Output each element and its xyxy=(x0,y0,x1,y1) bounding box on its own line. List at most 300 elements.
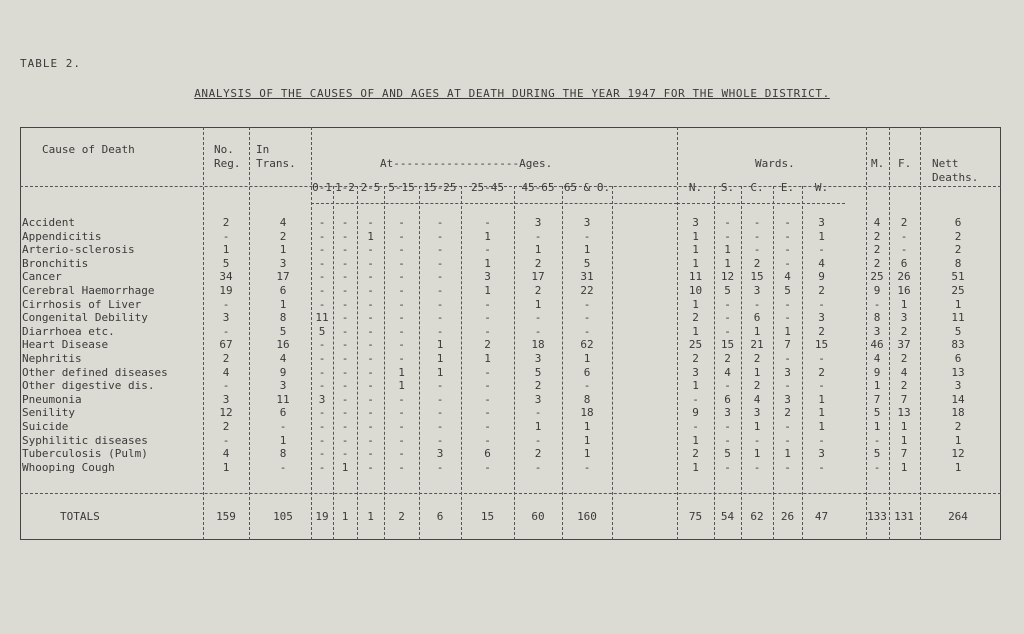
cell-age: 1 xyxy=(583,352,591,365)
cell-age: 8 xyxy=(583,392,591,406)
cell-ward: 3 xyxy=(818,447,825,461)
cell-age: - xyxy=(436,324,444,338)
cell-ward: 1 xyxy=(692,297,699,311)
cell-f: - xyxy=(900,229,908,243)
cell-age: - xyxy=(341,352,349,365)
cell-ward: 3 xyxy=(818,311,825,325)
cell-age: - xyxy=(398,311,405,325)
cell-age: 1 xyxy=(341,460,349,474)
cell-age: 5 xyxy=(583,256,591,270)
cell-ward: 3 xyxy=(753,284,761,297)
cell-age: - xyxy=(398,338,405,352)
cell-f: 26 xyxy=(897,270,911,284)
cell-age: 6 xyxy=(583,365,591,379)
cell-m: - xyxy=(873,460,881,474)
cell-age: - xyxy=(367,256,374,270)
cell-no-reg: 2 xyxy=(222,352,230,365)
cell-ward: - xyxy=(753,243,761,257)
cell-age: - xyxy=(484,379,491,393)
total-age: 6 xyxy=(436,510,444,523)
cell-age: - xyxy=(398,216,405,229)
cell-f: - xyxy=(900,243,908,257)
cell-nett: 2 xyxy=(954,229,962,243)
cell-f: 2 xyxy=(900,352,908,365)
cell-f: 37 xyxy=(897,338,911,352)
cell-no-reg: 2 xyxy=(222,216,230,229)
cell-age: - xyxy=(398,406,405,420)
cell-age: - xyxy=(367,311,374,325)
total-in-trans: 105 xyxy=(273,510,293,523)
cell-age: - xyxy=(341,392,349,406)
cell-ward: - xyxy=(784,216,791,229)
cell-ward: 1 xyxy=(784,447,791,461)
header-age-12: 1-2 xyxy=(335,181,355,194)
cell-in-trans: 17 xyxy=(276,270,290,284)
header-ward-n: N. xyxy=(688,181,703,194)
cell-in-trans: 9 xyxy=(279,365,287,379)
cell-age: 5 xyxy=(534,365,542,379)
header-ward-w: W. xyxy=(814,181,829,194)
cell-ward: 1 xyxy=(784,324,791,338)
cell-age: - xyxy=(341,229,349,243)
total-age: 19 xyxy=(315,510,329,523)
cell-no-reg: 4 xyxy=(222,365,230,379)
cell-f: 7 xyxy=(900,392,908,406)
cell-age: - xyxy=(318,379,326,393)
table-row-cause: Nephritis xyxy=(22,352,82,365)
cell-age: 1 xyxy=(484,256,491,270)
table-row-cause: Other defined diseases xyxy=(22,365,168,379)
cell-age: - xyxy=(367,447,374,461)
table-row-cause: Appendicitis xyxy=(22,229,102,243)
cell-age: - xyxy=(318,406,326,420)
cell-ward: 9 xyxy=(818,270,825,284)
cell-ward: 2 xyxy=(692,311,699,325)
cell-ward: - xyxy=(784,420,791,433)
cell-ward: 2 xyxy=(784,406,791,420)
cell-f: 4 xyxy=(900,365,908,379)
cell-no-reg: - xyxy=(222,297,230,311)
cell-in-trans: 1 xyxy=(279,297,287,311)
cell-f: 7 xyxy=(900,447,908,461)
cell-nett: 1 xyxy=(954,433,962,447)
cell-in-trans: 2 xyxy=(279,229,287,243)
cell-age: 31 xyxy=(580,270,594,284)
cell-in-trans: 11 xyxy=(276,392,290,406)
cell-ward: - xyxy=(724,460,731,474)
cell-nett: 12 xyxy=(951,447,965,461)
cell-in-trans: 1 xyxy=(279,243,287,257)
cell-m: 8 xyxy=(873,311,881,325)
table-row-cause: Heart Disease xyxy=(22,338,109,352)
cell-age: - xyxy=(367,243,374,257)
cell-in-trans: 3 xyxy=(279,379,287,393)
cell-age: - xyxy=(318,229,326,243)
cell-ward: - xyxy=(818,433,825,447)
age-column-divider xyxy=(514,186,515,540)
table-row-cause: Congenital Debility xyxy=(22,311,148,325)
cell-ward: 15 xyxy=(720,338,735,352)
cell-age: - xyxy=(436,406,444,420)
cell-age: 1 xyxy=(484,229,491,243)
cell-age: - xyxy=(436,433,444,447)
cell-ward: 1 xyxy=(692,324,699,338)
cell-age: - xyxy=(367,420,374,433)
cell-age: - xyxy=(484,243,491,257)
cell-ward: 1 xyxy=(692,433,699,447)
cell-ward: - xyxy=(818,243,825,257)
cell-ward: - xyxy=(724,420,731,433)
cell-age: 1 xyxy=(583,243,591,257)
cell-age: - xyxy=(318,433,326,447)
cell-age: - xyxy=(484,365,491,379)
cell-age: - xyxy=(484,433,491,447)
cell-age: 3 xyxy=(484,270,491,284)
cell-ward: - xyxy=(784,433,791,447)
cell-ward: 1 xyxy=(724,256,731,270)
header-age-01: 0-1 xyxy=(312,181,332,194)
cell-no-reg: 34 xyxy=(219,270,233,284)
total-ward: 26 xyxy=(780,510,795,523)
cell-age: - xyxy=(318,270,326,284)
cell-m: - xyxy=(873,433,881,447)
cell-m: 2 xyxy=(873,243,881,257)
cell-age: 1 xyxy=(436,338,444,352)
cell-age: - xyxy=(436,311,444,325)
cell-ward: - xyxy=(753,229,761,243)
cell-ward: 3 xyxy=(692,365,699,379)
cell-age: - xyxy=(318,460,326,474)
total-f: 131 xyxy=(894,510,914,523)
cell-age: 3 xyxy=(583,216,591,229)
cell-age: - xyxy=(534,433,542,447)
cell-nett: 5 xyxy=(954,324,962,338)
cell-ward: 3 xyxy=(818,216,825,229)
cell-ward: - xyxy=(784,243,791,257)
cell-age: - xyxy=(436,379,444,393)
cell-age: - xyxy=(318,284,326,297)
cell-in-trans: 8 xyxy=(279,311,287,325)
cell-age: - xyxy=(436,297,444,311)
cell-age: 2 xyxy=(534,256,542,270)
cell-age: 3 xyxy=(534,392,542,406)
cell-ward: 4 xyxy=(753,392,761,406)
cell-ward: - xyxy=(818,352,825,365)
table-label: TABLE 2. xyxy=(20,57,81,70)
cell-age: - xyxy=(398,229,405,243)
cell-m: 1 xyxy=(873,420,881,433)
cell-in-trans: 16 xyxy=(276,338,290,352)
cell-age: - xyxy=(484,311,491,325)
cell-age: - xyxy=(341,379,349,393)
cell-age: - xyxy=(398,433,405,447)
header-age-25: 2-5 xyxy=(360,181,381,194)
cell-nett: 8 xyxy=(954,256,962,270)
cell-in-trans: - xyxy=(279,460,287,474)
cell-age: 1 xyxy=(398,365,405,379)
cell-age: - xyxy=(318,447,326,461)
cell-no-reg: 12 xyxy=(219,406,233,420)
cell-f: 3 xyxy=(900,311,908,325)
cell-no-reg: 1 xyxy=(222,460,230,474)
cell-f: 2 xyxy=(900,324,908,338)
header-age-515: 5-15 xyxy=(388,181,415,194)
cell-ward: - xyxy=(724,379,731,393)
total-age: 60 xyxy=(531,510,545,523)
cell-age: - xyxy=(367,270,374,284)
cell-ward: 6 xyxy=(753,311,761,325)
cell-nett: 25 xyxy=(951,284,965,297)
cell-m: 25 xyxy=(870,270,884,284)
cell-age: - xyxy=(534,229,542,243)
cell-ward: 1 xyxy=(692,460,699,474)
cell-ward: 10 xyxy=(688,284,703,297)
cell-age: - xyxy=(398,392,405,406)
header-age-1525: 15-25 xyxy=(423,181,457,194)
cell-age: - xyxy=(484,460,491,474)
total-ward: 75 xyxy=(688,510,703,523)
cell-m: 46 xyxy=(870,338,884,352)
cell-no-reg: 1 xyxy=(222,243,230,257)
header-ward-c: C. xyxy=(750,181,764,194)
cell-age: - xyxy=(534,311,542,325)
cell-m: 2 xyxy=(873,256,881,270)
cell-age: 1 xyxy=(484,284,491,297)
cell-age: - xyxy=(341,311,349,325)
cell-m: 4 xyxy=(873,216,881,229)
age-subheader-divider xyxy=(311,203,677,204)
cell-age: - xyxy=(341,433,349,447)
cell-age: 3 xyxy=(318,392,326,406)
cell-age: - xyxy=(534,406,542,420)
cell-no-reg: 5 xyxy=(222,256,230,270)
cell-nett: 2 xyxy=(954,243,962,257)
header-ages-group: At-------------------Ages. xyxy=(380,157,553,170)
cell-ward: 11 xyxy=(688,270,703,284)
total-nett: 264 xyxy=(948,510,968,523)
cell-age: 11 xyxy=(315,311,329,325)
cell-m: 9 xyxy=(873,365,881,379)
cell-m: 7 xyxy=(873,392,881,406)
cell-age: 22 xyxy=(580,284,594,297)
header-age-4565: 45-65 xyxy=(521,181,555,194)
cell-in-trans: 6 xyxy=(279,284,287,297)
total-ward: 47 xyxy=(814,510,829,523)
cell-nett: 6 xyxy=(954,352,962,365)
cell-nett: 14 xyxy=(951,392,965,406)
cell-age: 1 xyxy=(484,352,491,365)
cell-age: - xyxy=(341,420,349,433)
cell-f: 1 xyxy=(900,460,908,474)
cell-ward: 3 xyxy=(753,406,761,420)
table-row-cause: Syphilitic diseases xyxy=(22,433,148,447)
cell-age: - xyxy=(484,420,491,433)
table-row-cause: Cancer xyxy=(22,270,62,284)
cell-age: - xyxy=(398,420,405,433)
cell-nett: 6 xyxy=(954,216,962,229)
cell-age: - xyxy=(318,365,326,379)
header-in-trans: In Trans. xyxy=(256,143,296,170)
cell-ward: 1 xyxy=(818,229,825,243)
cell-age: - xyxy=(367,216,374,229)
cell-age: - xyxy=(341,216,349,229)
cell-ward: 1 xyxy=(753,420,761,433)
total-ward: 62 xyxy=(750,510,764,523)
total-no-reg: 159 xyxy=(216,510,236,523)
cell-ward: 1 xyxy=(753,447,761,461)
cell-m: 2 xyxy=(873,229,881,243)
cell-age: - xyxy=(583,379,591,393)
cell-nett: 11 xyxy=(951,311,965,325)
cell-m: 5 xyxy=(873,406,881,420)
cell-age: 18 xyxy=(580,406,594,420)
total-age: 1 xyxy=(367,510,374,523)
cell-ward: - xyxy=(724,311,731,325)
cell-f: 6 xyxy=(900,256,908,270)
cell-age: 3 xyxy=(436,447,444,461)
total-age: 160 xyxy=(577,510,597,523)
cell-ward: - xyxy=(753,433,761,447)
cell-age: - xyxy=(484,406,491,420)
cell-age: 1 xyxy=(583,433,591,447)
cell-age: - xyxy=(341,284,349,297)
cell-ward: 2 xyxy=(818,324,825,338)
cell-no-reg: - xyxy=(222,379,230,393)
header-ward-e: E. xyxy=(780,181,795,194)
cell-ward: - xyxy=(724,229,731,243)
cell-age: - xyxy=(341,270,349,284)
cell-ward: 1 xyxy=(692,379,699,393)
cell-age: - xyxy=(341,406,349,420)
cell-ward: - xyxy=(753,460,761,474)
cell-ward: - xyxy=(784,256,791,270)
cell-age: 1 xyxy=(534,243,542,257)
table-row-cause: Pneumonia xyxy=(22,392,82,406)
cell-ward: 2 xyxy=(753,352,761,365)
cell-age: - xyxy=(436,392,444,406)
cell-ward: 2 xyxy=(724,352,731,365)
cell-f: 1 xyxy=(900,420,908,433)
table-row-cause: Tuberculosis (Pulm) xyxy=(22,447,148,461)
cell-in-trans: 4 xyxy=(279,352,287,365)
header-nett: Nett Deaths. xyxy=(932,157,979,184)
cell-age: - xyxy=(367,392,374,406)
cell-no-reg: 3 xyxy=(222,311,230,325)
cell-ward: 4 xyxy=(784,270,791,284)
cell-ward: 15 xyxy=(750,270,764,284)
cell-ward: 4 xyxy=(818,256,825,270)
header-age-2545: 25-45 xyxy=(470,181,505,194)
cell-no-reg: 3 xyxy=(222,392,230,406)
header-no-reg: No. Reg. xyxy=(214,143,241,170)
cell-ward: 2 xyxy=(753,256,761,270)
cell-age: - xyxy=(484,297,491,311)
cell-age: - xyxy=(367,352,374,365)
cell-no-reg: 2 xyxy=(222,420,230,433)
cell-age: - xyxy=(318,256,326,270)
cell-age: - xyxy=(367,379,374,393)
cell-age: - xyxy=(436,284,444,297)
cell-ward: - xyxy=(753,297,761,311)
cell-age: - xyxy=(436,256,444,270)
total-age: 15 xyxy=(480,510,495,523)
cell-ward: 3 xyxy=(692,216,699,229)
table-row-cause: Cirrhosis of Liver xyxy=(22,297,142,311)
cell-ward: 2 xyxy=(692,447,699,461)
cell-ward: 1 xyxy=(818,420,825,433)
cell-ward: 1 xyxy=(692,229,699,243)
cell-no-reg: - xyxy=(222,433,230,447)
cell-f: 1 xyxy=(900,297,908,311)
cell-ward: 9 xyxy=(692,406,699,420)
age-column-divider xyxy=(612,186,613,540)
header-ward-s: S. xyxy=(720,181,735,194)
cell-f: 16 xyxy=(897,284,911,297)
cell-ward: - xyxy=(784,229,791,243)
table-row-cause: Suicide xyxy=(22,420,69,433)
cell-age: - xyxy=(367,433,374,447)
total-age: 1 xyxy=(341,510,349,523)
table-row-cause: Other digestive dis. xyxy=(22,379,155,393)
cell-nett: 83 xyxy=(951,338,965,352)
cell-age: - xyxy=(341,297,349,311)
cell-age: 2 xyxy=(484,338,491,352)
cell-age: 3 xyxy=(534,216,542,229)
cell-ward: - xyxy=(692,420,699,433)
cell-age: 6 xyxy=(484,447,491,461)
table-row-cause: Diarrhoea etc. xyxy=(22,324,115,338)
cell-ward: - xyxy=(724,324,731,338)
cell-age: - xyxy=(367,297,374,311)
cell-ward: - xyxy=(784,352,791,365)
cell-m: 1 xyxy=(873,379,881,393)
cell-age: - xyxy=(484,324,491,338)
cell-age: - xyxy=(484,392,491,406)
cell-no-reg: 19 xyxy=(219,284,233,297)
cell-age: 1 xyxy=(436,352,444,365)
totals-label: TOTALS xyxy=(60,510,100,523)
cell-ward: 1 xyxy=(753,324,761,338)
cell-nett: 13 xyxy=(951,365,965,379)
cell-age: - xyxy=(583,460,591,474)
cell-ward: - xyxy=(818,379,825,393)
cell-ward: 2 xyxy=(692,352,699,365)
header-age-65O: 65 & O. xyxy=(563,181,611,194)
cell-no-reg: - xyxy=(222,324,230,338)
cell-age: - xyxy=(367,284,374,297)
cell-ward: 4 xyxy=(724,365,731,379)
total-m: 133 xyxy=(867,510,887,523)
cell-age: 1 xyxy=(367,229,374,243)
total-ward: 54 xyxy=(720,510,735,523)
cell-m: 9 xyxy=(873,284,881,297)
cell-age: - xyxy=(583,324,591,338)
cell-age: - xyxy=(318,338,326,352)
cell-age: 1 xyxy=(534,297,542,311)
cell-nett: 1 xyxy=(954,460,962,474)
cell-ward: 12 xyxy=(720,270,735,284)
cell-age: - xyxy=(367,406,374,420)
cell-age: 17 xyxy=(531,270,545,284)
cell-in-trans: 8 xyxy=(279,447,287,461)
cell-age: - xyxy=(398,324,405,338)
cell-ward: - xyxy=(724,433,731,447)
cell-f: 2 xyxy=(900,379,908,393)
cell-in-trans: 1 xyxy=(279,433,287,447)
cell-ward: 25 xyxy=(688,338,703,352)
table-row-cause: Accident xyxy=(22,216,75,229)
cell-age: - xyxy=(436,420,444,433)
